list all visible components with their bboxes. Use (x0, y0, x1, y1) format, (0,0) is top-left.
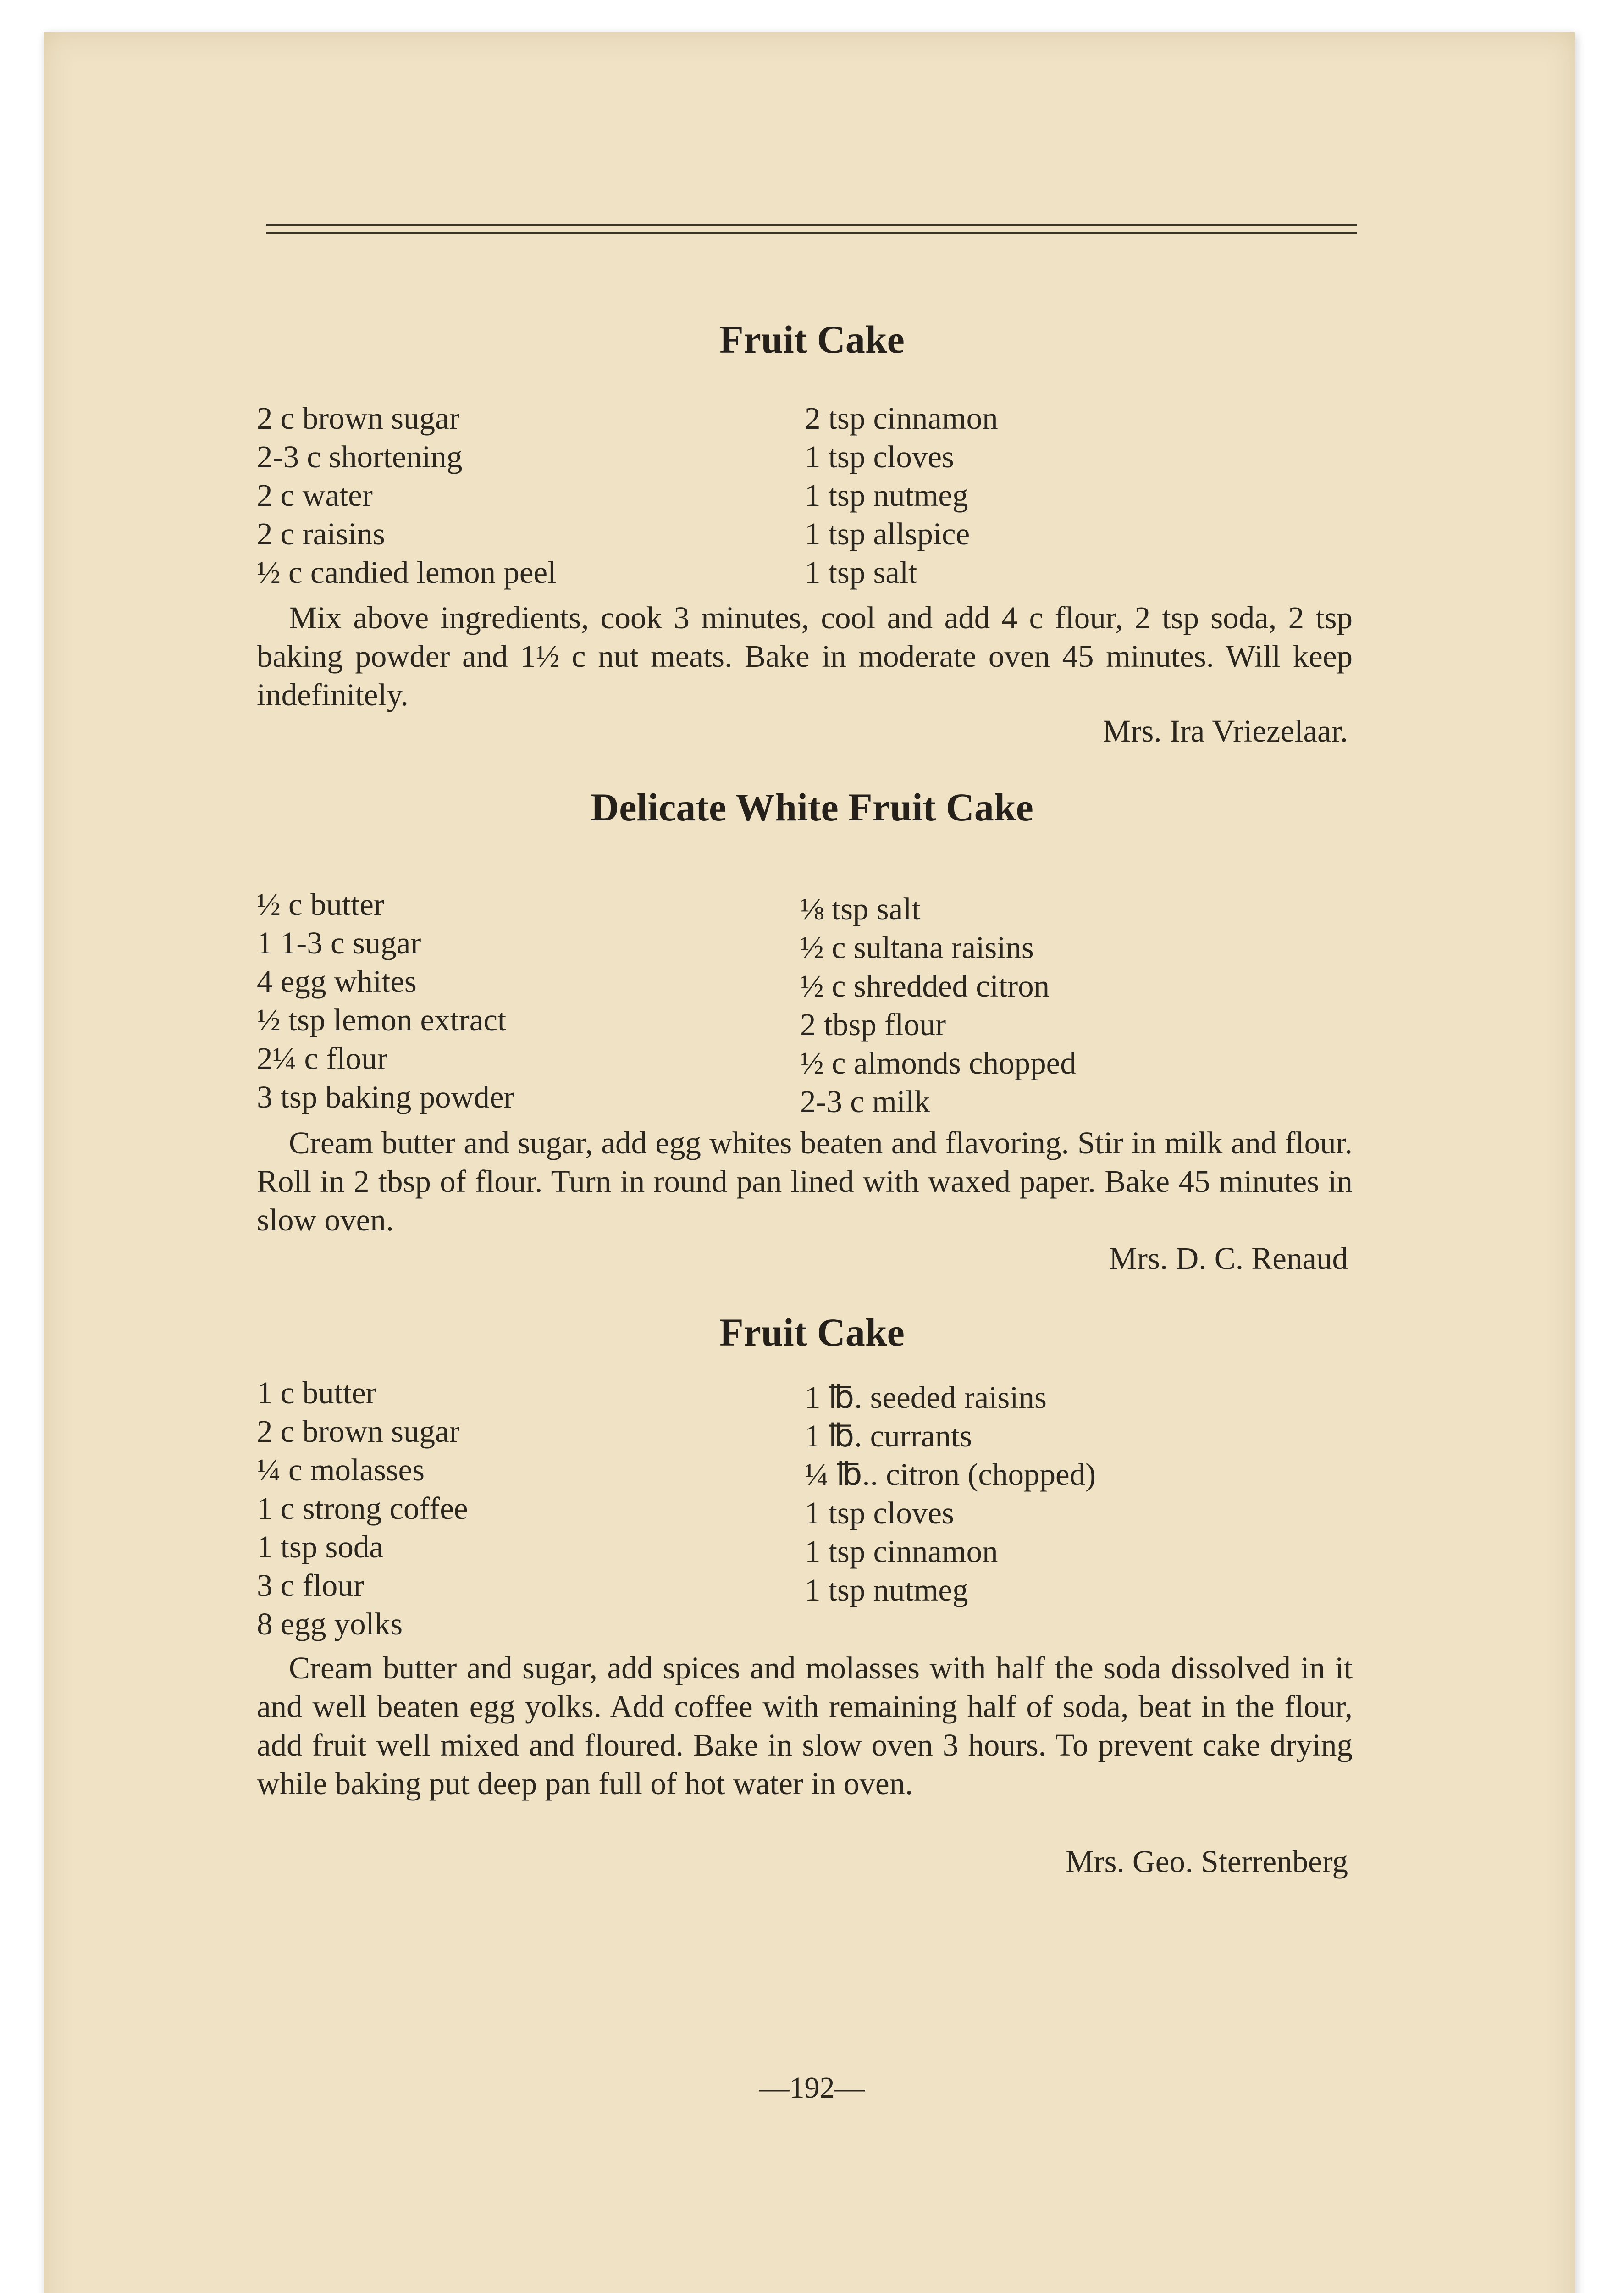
ingredient: 1 ℔. currants (805, 1418, 972, 1453)
recipe-title: Fruit Cake (719, 1310, 905, 1354)
ingredient: 2 c raisins (257, 516, 385, 551)
ingredient: 1 tsp salt (805, 555, 917, 590)
ingredient: 2-3 c milk (800, 1084, 930, 1119)
recipe-title: Fruit Cake (719, 317, 905, 361)
recipe-author: Mrs. Geo. Sterrenberg (1066, 1844, 1348, 1879)
ingredient: 3 tsp baking powder (257, 1080, 514, 1114)
ingredients-right (805, 1378, 1096, 1609)
ingredient: ½ c butter (257, 887, 384, 922)
ingredient: ½ c sultana raisins (800, 930, 1034, 965)
ingredient: 1 ℔. seeded raisins (805, 1380, 1047, 1415)
ingredient: 1 tsp cinnamon (805, 1534, 998, 1569)
recipe-title: Delicate White Fruit Cake (591, 785, 1033, 829)
recipe-instructions: Cream butter and sugar, add spices and molasses with half the soda dissolved in it and well beaten egg yolks. Add coffee with remaining half of soda, beat in the flour, add fruit well mixed and floured. Bake in slow oven 3 hours. To prevent cake drying while baking put deep pan full of hot water in oven. (257, 1651, 1353, 1801)
ingredient: ½ tsp lemon extract (257, 1002, 507, 1037)
ingredient: 1 tsp cloves (805, 439, 954, 474)
ingredient: 2 tbsp flour (800, 1007, 946, 1042)
recipe-author: Mrs. D. C. Renaud (1109, 1241, 1348, 1276)
recipe-instructions: Mix above ingredients, cook 3 minutes, cool and add 4 c flour, 2 tsp soda, 2 tsp baking powder and 1½ c nut meats. Bake in moderate oven 45 minutes. Will keep indefinitely. (257, 600, 1353, 712)
ingredients-right (800, 890, 1076, 1121)
ingredient: 2¼ c flour (257, 1041, 388, 1076)
ingredient: 8 egg yolks (257, 1606, 403, 1641)
ingredient: 1 tsp cloves (805, 1495, 954, 1530)
header-rule-bottom (266, 232, 1357, 234)
ingredients-left (257, 399, 556, 592)
ingredient: ½ c candied lemon peel (257, 555, 557, 590)
ingredient: ½ c shredded citron (800, 969, 1050, 1003)
ingredient: 1 tsp nutmeg (805, 1573, 968, 1607)
ingredient: 1 tsp soda (257, 1529, 383, 1564)
ingredient: ½ c almonds chopped (800, 1046, 1076, 1080)
ingredients-left (257, 1374, 468, 1643)
ingredients-right (805, 399, 998, 592)
ingredient: 3 c flour (257, 1568, 364, 1603)
ingredient: 2 c brown sugar (257, 1414, 460, 1449)
ingredient: 1 c butter (257, 1375, 376, 1410)
ingredient: 2-3 c shortening (257, 439, 463, 474)
recipe-instructions: Cream butter and sugar, add egg whites beaten and flavoring. Stir in milk and flour. Roll in 2 tbsp of flour. Turn in round pan lined with waxed paper. Bake 45 minutes in slow oven. (257, 1125, 1353, 1237)
ingredient: ¼ c molasses (257, 1452, 425, 1487)
ingredient: 4 egg whites (257, 964, 417, 999)
ingredient: 2 c brown sugar (257, 401, 460, 436)
header-rule-top (266, 224, 1357, 226)
page-number: —192— (759, 2071, 865, 2105)
ingredient: 1 tsp nutmeg (805, 478, 968, 513)
ingredient: 1 1-3 c sugar (257, 925, 421, 960)
recipe-author: Mrs. Ira Vriezelaar. (1103, 714, 1348, 748)
ingredient: 2 c water (257, 478, 373, 513)
ingredients-left (257, 885, 514, 1116)
ingredient: 2 tsp cinnamon (805, 401, 998, 436)
ingredient: 1 c strong coffee (257, 1491, 468, 1526)
ingredient: 1 tsp allspice (805, 516, 970, 551)
ingredient: ¼ ℔.. citron (chopped) (805, 1457, 1096, 1492)
ingredient: ⅛ tsp salt (800, 892, 921, 926)
